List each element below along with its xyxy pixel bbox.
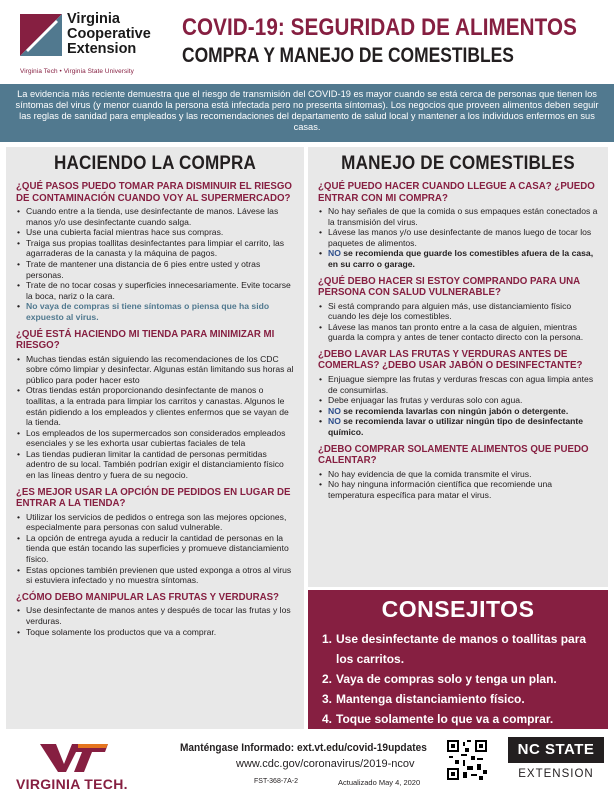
list-item: • Utilizar los servicios de pedidos o entrega son las mejores opciones, especialmente para personas con salud vulnerable. bbox=[16, 512, 294, 533]
bullet-list bbox=[16, 512, 294, 586]
bullet-list bbox=[318, 206, 598, 270]
footer bbox=[0, 732, 614, 800]
vt-logo-icon bbox=[38, 742, 110, 774]
list-item-no bbox=[318, 406, 598, 417]
list-item: • Estas opciones también previenen que usted exponga a otros al virus si estuviera infectado y no muestra síntomas. bbox=[16, 565, 294, 586]
question-heading: ¿ES MEJOR USAR LA OPCIÓN DE PEDIDOS EN LUGAR DE ENTRAR A LA TIENDA? bbox=[16, 486, 291, 510]
list-item: • Enjuague siempre las frutas y verduras frescas con agua limpia antes de consumirlas. bbox=[318, 374, 598, 395]
list-item: • Use una cubierta facial mientras hace sus compras. bbox=[16, 227, 294, 238]
list-item: • Trate de no tocar cosas y superficies innecesariamente. Evite tocarse la boca, nariz o la cara. bbox=[16, 280, 294, 301]
logo-line-3: Extension bbox=[67, 41, 137, 57]
list-item: • Lávese las manos tan pronto entre a la casa de alguien, mientras guarda la compra y antes de tener contacto directo con la persona. bbox=[318, 322, 598, 343]
list-item: • La opción de entrega ayuda a reducir la cantidad de personas en la tienda que están tocando las superficies y promueve distanciamiento físico. bbox=[16, 533, 294, 565]
list-item: • No hay ninguna información científica que recomiende una temperatura específica para matar el virus. bbox=[318, 479, 598, 500]
page-subtitle: COMPRA Y MANEJO DE COMESTIBLES bbox=[182, 44, 514, 67]
tip-item: 4. Toque solamente lo que va a comprar. bbox=[322, 709, 594, 729]
stay-informed-link[interactable]: Manténgase Informado: ext.vt.edu/covid-19updates bbox=[180, 742, 427, 754]
page-title: COVID-19: SEGURIDAD DE ALIMENTOS bbox=[182, 14, 577, 41]
no-rest: se recomienda lavarlas con ningún jabón o detergente. bbox=[340, 405, 569, 416]
bullet-list bbox=[318, 301, 598, 343]
logo-subtitle: Virginia Tech • Virginia State University bbox=[20, 68, 134, 75]
cdc-link[interactable]: www.cdc.gov/coronavirus/2019-ncov bbox=[236, 758, 415, 770]
logo-text bbox=[67, 12, 151, 57]
list-item: • Lávese las manos y/o use desinfectante de manos luego de tocar los paquetes de alimentos. bbox=[318, 227, 598, 248]
list-item: • Muchas tiendas están siguiendo las recomendaciones de los CDC sobre cómo limpiar y desinfectar. Algunas están limitando sus horas al público para poder hacer esto bbox=[16, 354, 294, 386]
bullet-list bbox=[318, 469, 598, 501]
list-item: • Si está comprando para alguien más, use distanciamiento físico cuando les deje los comestibles. bbox=[318, 301, 598, 322]
list-item: • Las tiendas pudieran limitar la cantidad de personas permitidas adentro de su local. También podrían exigir el distanciamiento físico en las líneas dentro y fuera de su negocio. bbox=[16, 449, 294, 481]
list-item-no bbox=[318, 416, 598, 437]
list-item-no bbox=[318, 248, 598, 269]
list-item: • Trate de mantener una distancia de 6 pies entre usted y otras personas. bbox=[16, 259, 294, 280]
list-item: • No hay evidencia de que la comida transmite el virus. bbox=[318, 469, 598, 480]
vce-logo bbox=[20, 12, 170, 74]
list-item: • Cuando entre a la tienda, use desinfectante de manos. Lávese las manos y/o use desinfectante cuando salga. bbox=[16, 206, 294, 227]
updated-date: Actualizado May 4, 2020 bbox=[338, 778, 421, 787]
tips-box bbox=[308, 590, 608, 729]
list-item: • Los empleados de los supermercados son considerados empleados esenciales y se les exhorta usar cubiertas faciales de tela bbox=[16, 428, 294, 449]
list-item: • Traiga sus propias toallitas desinfectantes para limpiar el carrito, las agarraderas de la canasta y la máquina de pagos. bbox=[16, 238, 294, 259]
question-heading: ¿CÓMO DEBO MANIPULAR LAS FRUTAS Y VERDURAS? bbox=[16, 591, 279, 603]
question-heading: ¿QUÉ PASOS PUEDO TOMAR PARA DISMINUIR EL RIESGO DE CONTAMINACIÓN CUANDO VOY AL SUPERMERCADO? bbox=[16, 181, 292, 204]
no-word: NO bbox=[328, 248, 341, 259]
list-item: • Use desinfectante de manos antes y después de tocar las frutas y los verduras. bbox=[16, 605, 294, 626]
shopping-column bbox=[6, 147, 304, 729]
bullet-list bbox=[16, 206, 294, 323]
bullet-list bbox=[318, 374, 598, 438]
logo-line-2: Cooperative bbox=[67, 26, 151, 42]
question-heading: ¿QUÉ ESTÁ HACIENDO MI TIENDA PARA MINIMIZAR MI RIESGO? bbox=[16, 328, 275, 352]
column-title: HACIENDO LA COMPRA bbox=[53, 153, 257, 174]
list-item: • No hay señales de que la comida o sus empaques están conectados a la transmisión del virus. bbox=[318, 206, 598, 227]
no-rest: se recomienda lavar o utilizar ningún tipo de desinfectante químico. bbox=[328, 416, 584, 437]
list-item: • Debe enjuagar las frutas y verduras solo con agua. bbox=[318, 395, 598, 406]
list-item-highlight: • No vaya de compras si tiene síntomas o piensa que ha sido expuesto al virus. bbox=[16, 301, 294, 322]
tip-item: 3. Mantenga distanciamiento físico. bbox=[322, 689, 594, 709]
tips-list bbox=[322, 629, 594, 729]
no-word: NO bbox=[328, 405, 341, 416]
bullet-list bbox=[16, 354, 294, 481]
question-heading: ¿QUÉ PUEDO HACER CUANDO LLEGUE A CASA? ¿PUEDO ENTRAR CON MI COMPRA? bbox=[318, 181, 595, 204]
list-item: • Toque solamente los productos que va a comprar. bbox=[16, 627, 294, 638]
no-rest: se recomienda que guarde los comestibles afuera de la casa, en su carro o garage. bbox=[328, 248, 594, 269]
question-heading: ¿QUÉ DEBO HACER SI ESTOY COMPRANDO PARA UNA PERSONA CON SALUD VULNERABLE? bbox=[318, 275, 580, 299]
tips-title: CONSEJITOS bbox=[381, 596, 535, 622]
list-item: • Otras tiendas están proporcionando desinfectante de manos o toallitas, a la entrada para limpiar los carritos y canastas. Algunos le están pidiendo a los empleados y clientes enfermos que se vayan de la tienda. bbox=[16, 385, 294, 427]
nc-state-logo: NC STATE bbox=[508, 737, 604, 763]
vce-logo-icon bbox=[20, 14, 62, 56]
nc-state-extension: EXTENSION bbox=[518, 768, 594, 780]
tip-item: 1. Use desinfectante de manos o toallitas para los carritos. bbox=[322, 629, 594, 669]
question-heading: ¿DEBO LAVAR LAS FRUTAS Y VERDURAS ANTES DE COMERLAS? ¿DEBO USAR JABÓN O DESINFECTANTE? bbox=[318, 348, 583, 372]
no-word: NO bbox=[328, 416, 341, 427]
bullet-list bbox=[16, 605, 294, 637]
qr-code-icon bbox=[447, 740, 487, 780]
logo-line-1: Virginia bbox=[67, 11, 120, 27]
vt-wordmark: VIRGINIA TECH. bbox=[16, 776, 128, 792]
tip-item: 2. Vaya de compras solo y tenga un plan. bbox=[322, 669, 594, 689]
publication-code: FST-368-7A-2 bbox=[254, 778, 298, 785]
column-title: MANEJO DE COMESTIBLES bbox=[341, 153, 575, 174]
vt-logo bbox=[16, 742, 146, 792]
intro-text: La evidencia más reciente demuestra que el riesgo de transmisión del COVID-19 es mayor cuando se está cerca de personas que tienen los síntomas del virus (y menor cuando la persona está infectada pero no presenta síntomas). Los negocios que proveen alimentos deben seguir las reglas de sanidad para empleados y las recomendaciones del departamento de salud local y mantener a los individuos enfermos en sus casas. bbox=[0, 84, 614, 142]
handling-column bbox=[308, 147, 608, 587]
header bbox=[0, 0, 614, 84]
question-heading: ¿DEBO COMPRAR SOLAMENTE ALIMENTOS QUE PUEDO CALENTAR? bbox=[318, 443, 589, 466]
